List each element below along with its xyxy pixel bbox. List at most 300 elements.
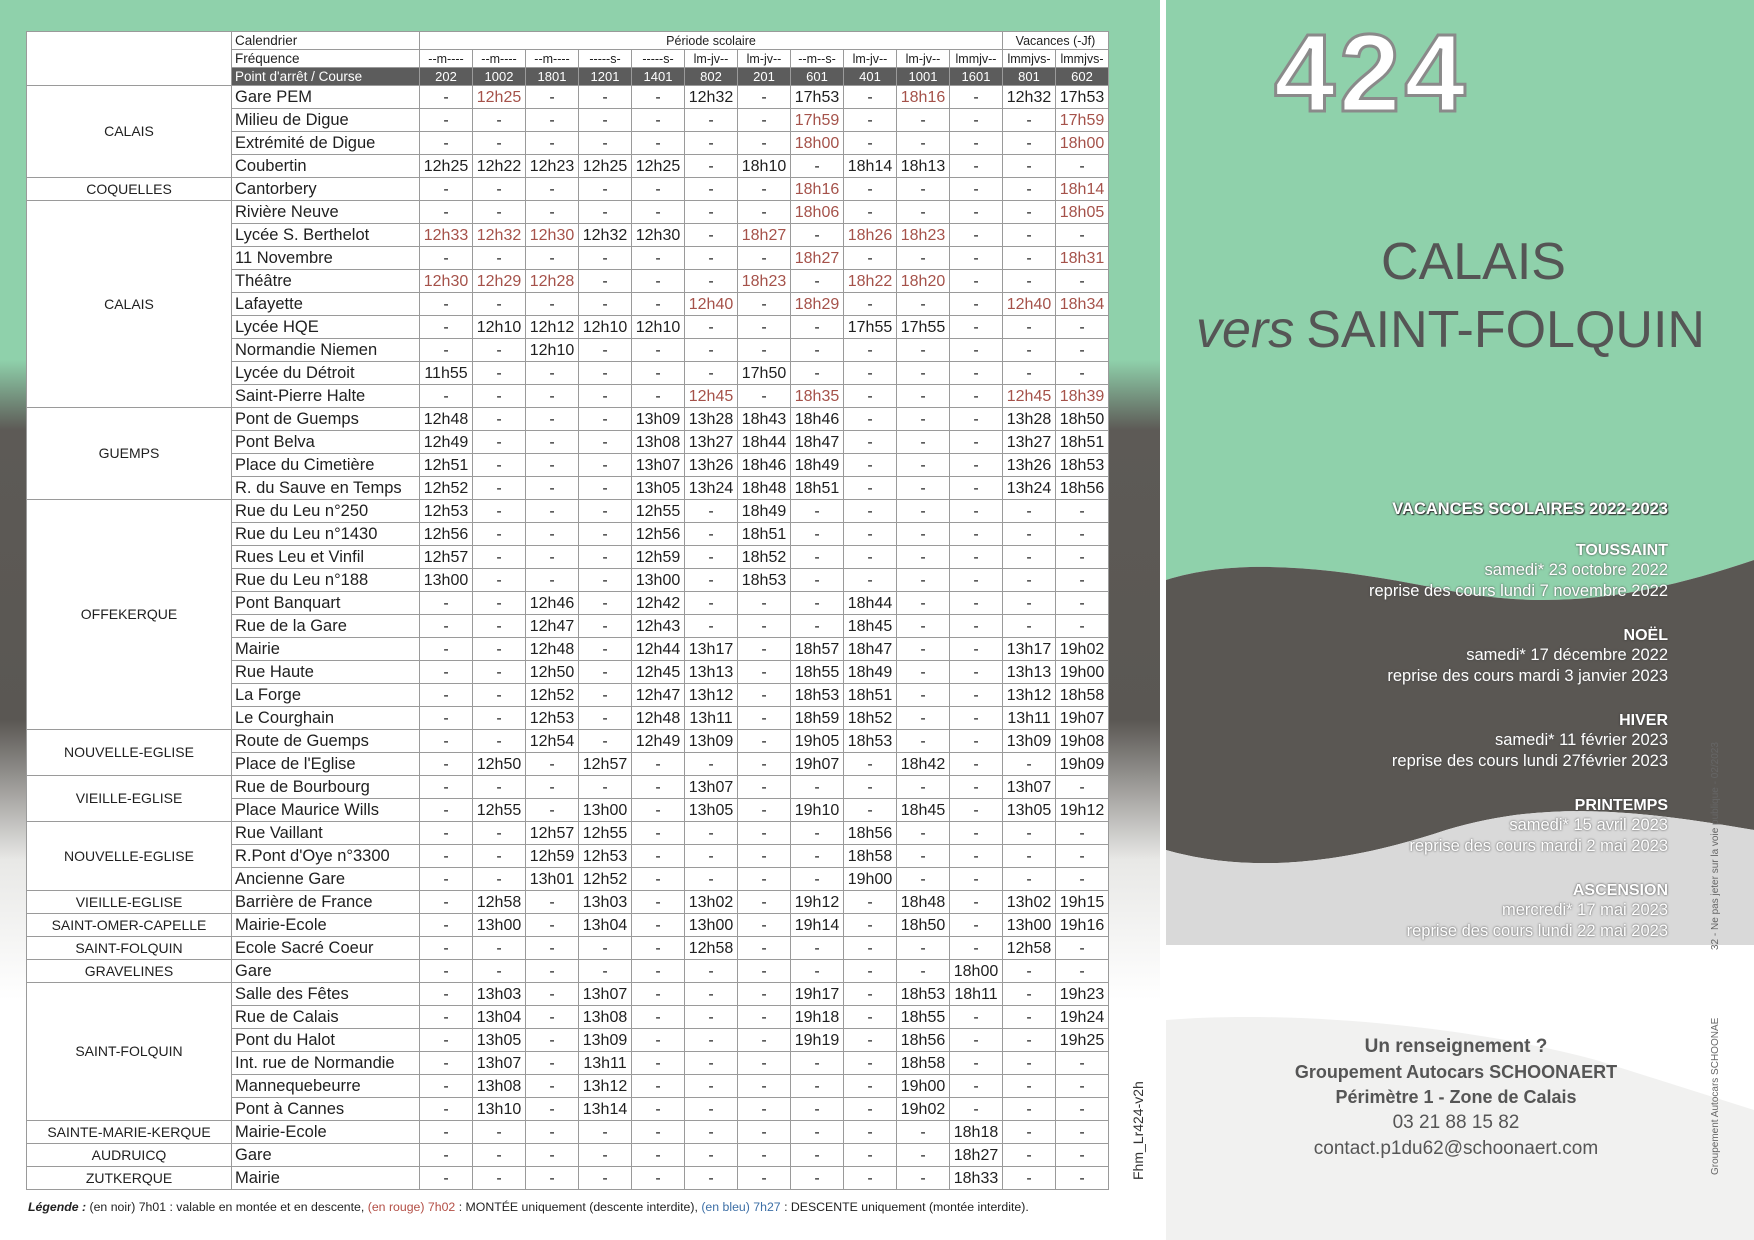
time-cell: -: [791, 592, 844, 615]
time-cell: -: [844, 891, 897, 914]
time-cell: -: [420, 638, 473, 661]
time-cell: 17h53: [1056, 86, 1109, 109]
time-cell: 13h12: [579, 1075, 632, 1098]
time-cell: -: [420, 592, 473, 615]
time-cell: -: [897, 569, 950, 592]
time-cell: -: [1056, 270, 1109, 293]
course-label: Point d'arrêt / Course: [232, 68, 420, 86]
time-cell: 13h10: [473, 1098, 526, 1121]
time-cell: 17h50: [738, 362, 791, 385]
time-cell: -: [420, 776, 473, 799]
legend-title: Légende :: [28, 1200, 87, 1214]
time-cell: -: [1003, 868, 1056, 891]
time-cell: -: [897, 523, 950, 546]
time-cell: -: [738, 799, 791, 822]
time-cell: -: [791, 316, 844, 339]
time-cell: -: [526, 799, 579, 822]
time-cell: 18h51: [1056, 431, 1109, 454]
time-cell: -: [473, 408, 526, 431]
time-cell: -: [950, 615, 1003, 638]
time-cell: 13h02: [1003, 891, 1056, 914]
time-cell: -: [1003, 316, 1056, 339]
time-cell: -: [685, 1121, 738, 1144]
time-cell: -: [897, 822, 950, 845]
time-cell: -: [844, 1167, 897, 1190]
time-cell: -: [791, 1121, 844, 1144]
time-cell: -: [1056, 1075, 1109, 1098]
commune-cell: GRAVELINES: [27, 960, 232, 983]
time-cell: -: [473, 362, 526, 385]
time-cell: -: [897, 178, 950, 201]
time-cell: -: [791, 523, 844, 546]
time-cell: -: [685, 109, 738, 132]
stop-name: Mairie: [232, 638, 420, 661]
time-cell: -: [473, 730, 526, 753]
time-cell: -: [685, 753, 738, 776]
time-cell: 19h25: [1056, 1029, 1109, 1052]
time-cell: -: [950, 638, 1003, 661]
time-cell: 18h55: [791, 661, 844, 684]
time-cell: -: [1003, 523, 1056, 546]
time-cell: 17h55: [844, 316, 897, 339]
time-cell: -: [1056, 155, 1109, 178]
time-cell: -: [579, 201, 632, 224]
time-cell: -: [420, 1098, 473, 1121]
commune-cell: SAINT-OMER-CAPELLE: [27, 914, 232, 937]
company-name: Groupement Autocars SCHOONAERT: [1294, 1062, 1618, 1082]
time-cell: 13h05: [1003, 799, 1056, 822]
time-cell: -: [632, 362, 685, 385]
stop-name: Pont du Halot: [232, 1029, 420, 1052]
line-number: 424: [1274, 12, 1470, 135]
course-number-cell: 201: [738, 68, 791, 86]
stop-name: Rue Haute: [232, 661, 420, 684]
course-number-cell: 1601: [950, 68, 1003, 86]
time-cell: 18h49: [738, 500, 791, 523]
time-cell: 18h49: [844, 661, 897, 684]
time-cell: -: [791, 546, 844, 569]
time-cell: 13h12: [685, 684, 738, 707]
time-cell: -: [738, 868, 791, 891]
time-cell: -: [950, 454, 1003, 477]
time-cell: -: [685, 546, 738, 569]
time-cell: 12h46: [526, 592, 579, 615]
time-cell: -: [526, 1029, 579, 1052]
time-cell: -: [526, 477, 579, 500]
time-cell: 19h19: [791, 1029, 844, 1052]
time-cell: -: [685, 1098, 738, 1121]
time-cell: -: [632, 1006, 685, 1029]
legend-blue-desc: : DESCENTE uniquement (montée interdite).: [784, 1200, 1029, 1214]
time-cell: -: [950, 546, 1003, 569]
time-cell: 13h09: [685, 730, 738, 753]
period-start: samedi* 15 avril 2023: [1509, 816, 1668, 834]
time-cell: -: [844, 454, 897, 477]
course-number-cell: 1201: [579, 68, 632, 86]
time-cell: 12h32: [685, 86, 738, 109]
course-number-cell: 1002: [473, 68, 526, 86]
time-cell: -: [1003, 592, 1056, 615]
time-cell: -: [897, 661, 950, 684]
stop-row: [27, 86, 1109, 109]
header-corner: [27, 32, 232, 86]
vacances-period-hiver: [1392, 712, 1668, 772]
time-cell: 12h10: [579, 316, 632, 339]
time-cell: 18h47: [844, 638, 897, 661]
time-cell: -: [1003, 1075, 1056, 1098]
time-cell: 12h25: [420, 155, 473, 178]
time-cell: 13h00: [420, 569, 473, 592]
time-cell: -: [685, 1075, 738, 1098]
stop-name: Rues Leu et Vinfil: [232, 546, 420, 569]
time-cell: 13h03: [579, 891, 632, 914]
time-cell: -: [420, 1121, 473, 1144]
time-cell: 12h52: [526, 684, 579, 707]
stop-row: [27, 1167, 1109, 1190]
time-cell: 13h26: [685, 454, 738, 477]
time-cell: -: [1003, 224, 1056, 247]
stop-name: Gare: [232, 960, 420, 983]
commune-cell: SAINTE-MARIE-KERQUE: [27, 1121, 232, 1144]
time-cell: -: [738, 845, 791, 868]
time-cell: -: [632, 914, 685, 937]
time-cell: 13h08: [579, 1006, 632, 1029]
time-cell: -: [950, 270, 1003, 293]
time-cell: -: [526, 546, 579, 569]
time-cell: -: [420, 960, 473, 983]
time-cell: -: [738, 201, 791, 224]
time-cell: -: [1056, 937, 1109, 960]
time-cell: 12h57: [579, 753, 632, 776]
time-cell: 12h40: [1003, 293, 1056, 316]
time-cell: 18h06: [791, 201, 844, 224]
frequence-cell: lmmjv--: [950, 50, 1003, 68]
time-cell: -: [579, 86, 632, 109]
time-cell: 12h58: [685, 937, 738, 960]
time-cell: 12h30: [420, 270, 473, 293]
time-cell: -: [420, 868, 473, 891]
time-cell: 19h15: [1056, 891, 1109, 914]
time-cell: 18h23: [738, 270, 791, 293]
email-link[interactable]: contact.p1du62@schoonaert.com: [1313, 1138, 1599, 1159]
time-cell: 12h32: [1003, 86, 1056, 109]
stop-name: Place du Cimetière: [232, 454, 420, 477]
stop-name: Rivière Neuve: [232, 201, 420, 224]
time-cell: -: [1056, 822, 1109, 845]
time-cell: -: [738, 1029, 791, 1052]
time-cell: 18h27: [738, 224, 791, 247]
time-cell: -: [738, 109, 791, 132]
time-cell: -: [738, 730, 791, 753]
time-cell: -: [579, 500, 632, 523]
time-cell: -: [473, 1121, 526, 1144]
time-cell: -: [897, 1121, 950, 1144]
time-cell: -: [950, 500, 1003, 523]
time-cell: 18h42: [897, 753, 950, 776]
commune-cell: VIEILLE-EGLISE: [27, 891, 232, 914]
time-cell: -: [579, 1144, 632, 1167]
time-cell: -: [950, 753, 1003, 776]
time-cell: 18h23: [897, 224, 950, 247]
time-cell: 13h07: [1003, 776, 1056, 799]
time-cell: -: [526, 362, 579, 385]
time-cell: 12h53: [526, 707, 579, 730]
time-cell: 12h50: [473, 753, 526, 776]
course-number-cell: 202: [420, 68, 473, 86]
time-cell: 13h26: [1003, 454, 1056, 477]
time-cell: 12h52: [420, 477, 473, 500]
time-cell: -: [1003, 1006, 1056, 1029]
time-cell: -: [526, 1075, 579, 1098]
time-cell: -: [632, 868, 685, 891]
time-cell: 12h25: [473, 86, 526, 109]
time-cell: -: [420, 1144, 473, 1167]
time-cell: 12h32: [579, 224, 632, 247]
time-cell: -: [844, 477, 897, 500]
time-cell: -: [685, 1006, 738, 1029]
period-name: ASCENSION: [1572, 882, 1668, 899]
time-cell: 18h48: [897, 891, 950, 914]
time-cell: 13h11: [1003, 707, 1056, 730]
time-cell: -: [791, 1052, 844, 1075]
time-cell: -: [420, 615, 473, 638]
time-cell: -: [1056, 1052, 1109, 1075]
time-cell: -: [791, 1075, 844, 1098]
time-cell: 12h28: [526, 270, 579, 293]
time-cell: -: [791, 868, 844, 891]
time-cell: -: [632, 937, 685, 960]
time-cell: -: [632, 799, 685, 822]
time-cell: -: [1003, 546, 1056, 569]
time-cell: -: [420, 845, 473, 868]
time-cell: -: [473, 707, 526, 730]
time-cell: -: [579, 707, 632, 730]
time-cell: 18h16: [791, 178, 844, 201]
time-cell: 13h17: [1003, 638, 1056, 661]
time-cell: -: [791, 960, 844, 983]
time-cell: -: [950, 477, 1003, 500]
time-cell: -: [632, 132, 685, 155]
legend-blue: (en bleu) 7h27: [701, 1200, 781, 1214]
time-cell: -: [420, 661, 473, 684]
time-cell: -: [950, 385, 1003, 408]
time-cell: 12h10: [473, 316, 526, 339]
time-cell: -: [950, 293, 1003, 316]
time-cell: -: [579, 454, 632, 477]
stop-name: Ancienne Gare: [232, 868, 420, 891]
time-cell: -: [526, 1167, 579, 1190]
frequence-cell: --m----: [526, 50, 579, 68]
stop-name: R. du Sauve en Temps: [232, 477, 420, 500]
time-cell: -: [738, 615, 791, 638]
time-cell: -: [579, 776, 632, 799]
time-cell: -: [685, 362, 738, 385]
time-cell: -: [579, 730, 632, 753]
time-cell: -: [738, 1144, 791, 1167]
time-cell: -: [685, 960, 738, 983]
side-note-litter: 32 - Ne pas jeter sur la voie publique - 02/2023: [1710, 742, 1721, 950]
time-cell: -: [738, 937, 791, 960]
time-cell: -: [420, 109, 473, 132]
time-cell: -: [844, 385, 897, 408]
time-cell: 12h49: [632, 730, 685, 753]
time-cell: -: [473, 431, 526, 454]
time-cell: 18h14: [844, 155, 897, 178]
time-cell: -: [844, 1075, 897, 1098]
time-cell: 13h00: [473, 914, 526, 937]
frequence-cell: -----s-: [632, 50, 685, 68]
time-cell: 18h52: [844, 707, 897, 730]
time-cell: -: [897, 109, 950, 132]
stop-name: Lafayette: [232, 293, 420, 316]
stop-name: Rue de Bourbourg: [232, 776, 420, 799]
time-cell: -: [738, 914, 791, 937]
time-cell: 13h07: [632, 454, 685, 477]
time-cell: -: [738, 891, 791, 914]
time-cell: -: [526, 983, 579, 1006]
time-cell: -: [685, 615, 738, 638]
time-cell: 18h45: [844, 615, 897, 638]
time-cell: -: [685, 316, 738, 339]
time-cell: -: [738, 592, 791, 615]
time-cell: 13h11: [579, 1052, 632, 1075]
time-cell: 19h16: [1056, 914, 1109, 937]
time-cell: 18h16: [897, 86, 950, 109]
time-cell: 18h29: [791, 293, 844, 316]
commune-cell: NOUVELLE-EGLISE: [27, 822, 232, 891]
time-cell: -: [1003, 155, 1056, 178]
time-cell: -: [738, 1006, 791, 1029]
time-cell: 13h08: [473, 1075, 526, 1098]
time-cell: 12h59: [526, 845, 579, 868]
time-cell: -: [844, 776, 897, 799]
time-cell: -: [473, 454, 526, 477]
time-cell: 18h48: [738, 477, 791, 500]
frequence-label: Fréquence: [232, 50, 420, 68]
course-number-cell: 1001: [897, 68, 950, 86]
stop-name: Lycée du Détroit: [232, 362, 420, 385]
period-start: samedi* 11 février 2023: [1494, 731, 1668, 749]
vacances-period-ascension: [1407, 882, 1668, 942]
time-cell: -: [420, 1029, 473, 1052]
time-cell: -: [738, 684, 791, 707]
time-cell: -: [579, 592, 632, 615]
time-cell: -: [632, 753, 685, 776]
stop-row: [27, 730, 1109, 753]
time-cell: -: [950, 431, 1003, 454]
time-cell: -: [473, 385, 526, 408]
time-cell: 19h18: [791, 1006, 844, 1029]
time-cell: -: [579, 293, 632, 316]
time-cell: 13h09: [579, 1029, 632, 1052]
time-cell: 12h45: [685, 385, 738, 408]
time-cell: -: [420, 201, 473, 224]
time-cell: 18h53: [897, 983, 950, 1006]
course-number-cell: 1401: [632, 68, 685, 86]
time-cell: 18h46: [791, 408, 844, 431]
time-cell: 18h11: [950, 983, 1003, 1006]
time-cell: -: [473, 776, 526, 799]
time-cell: -: [579, 1121, 632, 1144]
stop-name: Rue du Leu n°1430: [232, 523, 420, 546]
time-cell: -: [1056, 546, 1109, 569]
time-cell: -: [738, 86, 791, 109]
time-cell: 12h10: [632, 316, 685, 339]
stop-name: Place Maurice Wills: [232, 799, 420, 822]
time-cell: -: [579, 247, 632, 270]
time-cell: -: [473, 109, 526, 132]
time-cell: -: [1003, 178, 1056, 201]
time-cell: 12h56: [420, 523, 473, 546]
time-cell: -: [685, 569, 738, 592]
time-cell: -: [1056, 224, 1109, 247]
time-cell: -: [950, 155, 1003, 178]
time-cell: 19h07: [791, 753, 844, 776]
time-cell: -: [632, 1144, 685, 1167]
time-cell: -: [420, 293, 473, 316]
time-cell: 18h50: [1056, 408, 1109, 431]
time-cell: 18h31: [1056, 247, 1109, 270]
time-cell: -: [738, 707, 791, 730]
document-code: Fhm_Lr424-v2h: [1130, 1081, 1146, 1180]
time-cell: -: [473, 1167, 526, 1190]
stop-row: [27, 500, 1109, 523]
time-cell: -: [950, 776, 1003, 799]
time-cell: 18h22: [844, 270, 897, 293]
time-cell: 12h25: [632, 155, 685, 178]
frequence-cell: lm-jv--: [738, 50, 791, 68]
time-cell: 17h59: [791, 109, 844, 132]
time-cell: -: [473, 178, 526, 201]
time-cell: 12h40: [685, 293, 738, 316]
time-cell: -: [579, 385, 632, 408]
time-cell: -: [1003, 753, 1056, 776]
time-cell: -: [685, 1029, 738, 1052]
time-cell: -: [526, 454, 579, 477]
time-cell: 13h00: [1003, 914, 1056, 937]
time-cell: -: [526, 891, 579, 914]
time-cell: -: [1003, 201, 1056, 224]
time-cell: -: [420, 730, 473, 753]
course-number-cell: 801: [1003, 68, 1056, 86]
stop-name: Saint-Pierre Halte: [232, 385, 420, 408]
time-cell: 19h00: [897, 1075, 950, 1098]
time-cell: -: [738, 638, 791, 661]
time-cell: 13h12: [1003, 684, 1056, 707]
time-cell: 18h35: [791, 385, 844, 408]
time-cell: 18h26: [844, 224, 897, 247]
frequence-cell: lmmjvs-: [1003, 50, 1056, 68]
cover-panel: [1166, 0, 1754, 1240]
time-cell: 12h33: [420, 224, 473, 247]
time-cell: 12h55: [473, 799, 526, 822]
stop-name: Gare PEM: [232, 86, 420, 109]
time-cell: -: [420, 822, 473, 845]
time-cell: -: [685, 201, 738, 224]
time-cell: 18h00: [950, 960, 1003, 983]
title-destination-name: SAINT-FOLQUIN: [1306, 301, 1705, 359]
time-cell: 12h45: [632, 661, 685, 684]
stop-name: Lycée HQE: [232, 316, 420, 339]
time-cell: 18h52: [738, 546, 791, 569]
time-cell: 18h50: [897, 914, 950, 937]
time-cell: -: [526, 1052, 579, 1075]
time-cell: -: [420, 1006, 473, 1029]
time-cell: 18h51: [738, 523, 791, 546]
time-cell: -: [897, 362, 950, 385]
period-name: TOUSSAINT: [1575, 542, 1668, 559]
time-cell: -: [579, 937, 632, 960]
